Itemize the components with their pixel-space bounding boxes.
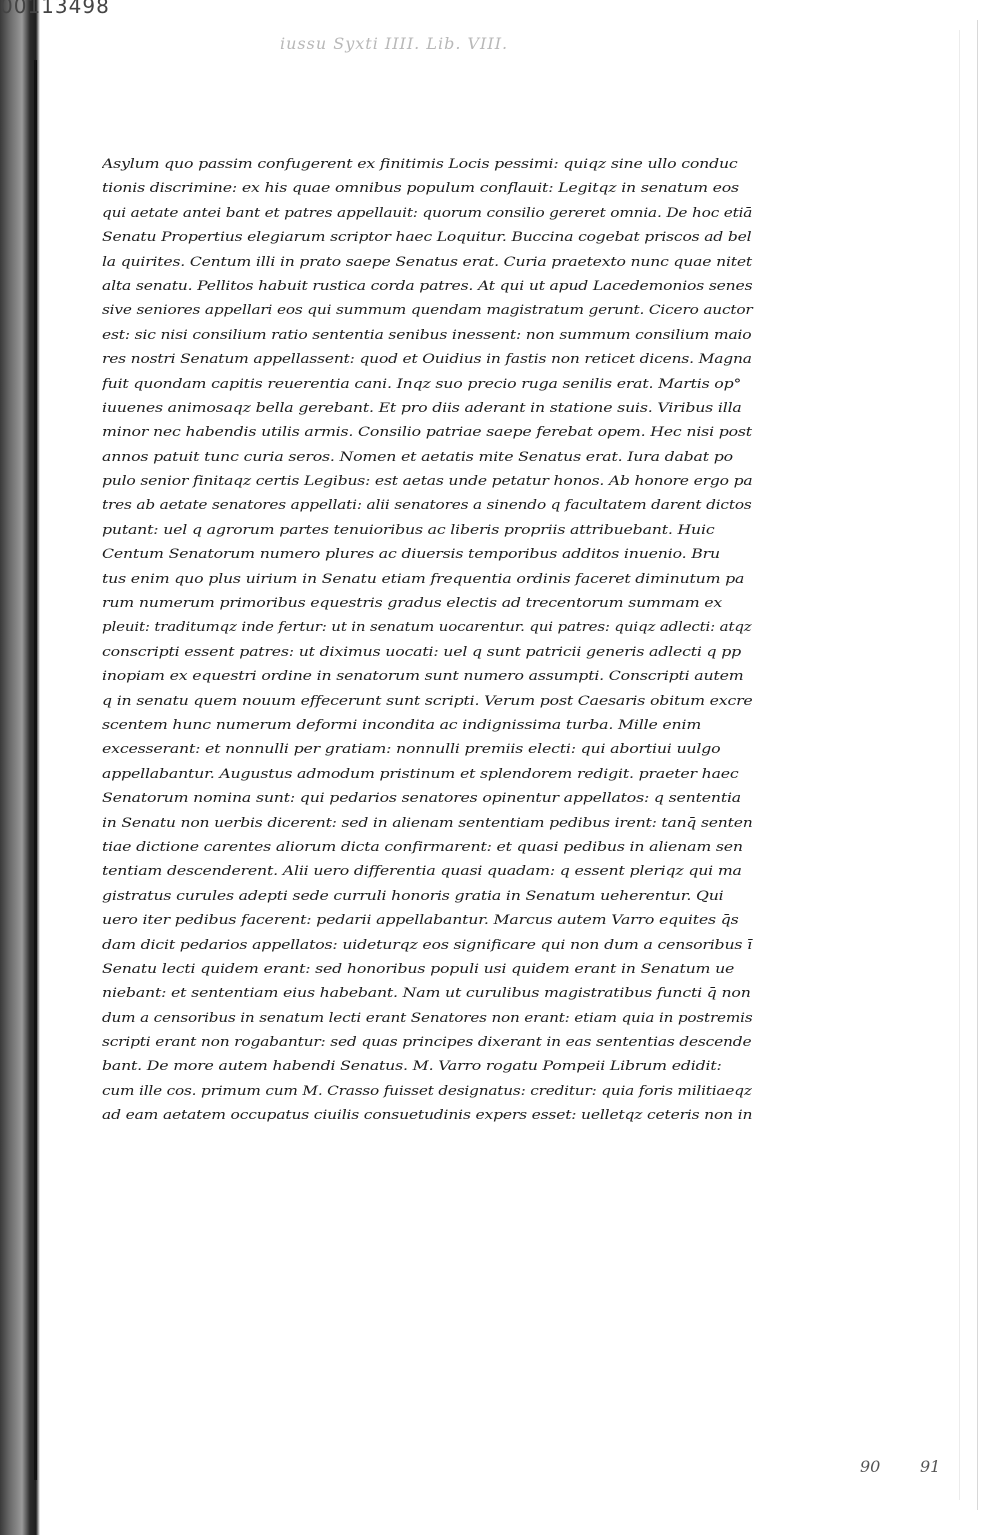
text-line: pleuit: traditumqz inde fertur: ut in senatum uocarentur. qui patres: quiqz adlecti: atqz	[102, 619, 752, 635]
text-line: uero iter pedibus facerent: pedarii appellabantur. Marcus autem Varro equites q̄s	[102, 912, 739, 928]
text-line: annos patuit tunc curia seros. Nomen et aetatis mite Senatus erat. Iura dabat po	[102, 448, 733, 464]
text-line: alta senatu. Pellitos habuit rustica corda patres. At qui ut apud Lacedemonios senes	[102, 277, 753, 293]
text-line: tionis discrimine: ex his quae omnibus populum conflauit: Legitqz in senatum eos	[102, 180, 739, 196]
folio-number-right: 91	[920, 1457, 941, 1476]
text-line: la quirites. Centum illi in prato saepe Senatus erat. Curia praetexto nunc quae nitet	[102, 253, 753, 269]
text-line: inopiam ex equestri ordine in senatorum sunt numero assumpti. Conscripti autem	[102, 668, 744, 684]
text-line: tres ab aetate senatores appellati: alii senatores a sinendo q facultatem darent dictos	[102, 497, 752, 513]
text-line: sive seniores appellari eos qui summum quendam magistratum gerunt. Cicero auctor	[102, 302, 753, 318]
text-line: dum a censoribus in senatum lecti erant Senatores non erant: etiam quia in postremis	[102, 1009, 753, 1025]
text-line: qui aetate antei bant et patres appellauit: quorum consilio gereret omnia. De hoc etiā	[102, 204, 753, 220]
folio-number-left: 90	[860, 1457, 881, 1476]
text-line: bant. De more autem habendi Senatus. M. Varro rogatu Pompeii Librum edidit:	[102, 1058, 722, 1074]
text-line: in Senatu non uerbis dicerent: sed in alienam sententiam pedibus irent: tanq̄ senten	[102, 814, 753, 830]
text-line: est: sic nisi consilium ratio sententia senibus inessent: non summum consilium maio	[102, 326, 752, 342]
text-line: tus enim quo plus uirium in Senatu etiam frequentia ordinis faceret diminutum pa	[102, 570, 745, 586]
text-line: iuuenes animosaqz bella gerebant. Et pro diis aderant in statione suis. Viribus illa	[102, 399, 742, 415]
text-line: gistratus curules adepti sede curruli honoris gratia in Senatum ueherentur. Qui	[102, 887, 724, 903]
running-head: iussu Syxti IIII. Lib. VIII.	[280, 34, 509, 53]
text-line: putant: uel q agrorum partes tenuioribus ac liberis propriis attribuebant. Huic	[102, 521, 715, 537]
text-line: appellabantur. Augustus admodum pristinum et splendorem redigit. praeter haec	[102, 765, 739, 781]
text-line: res nostri Senatum appellassent: quod et Ouidius in fastis non reticet dicens. Magna	[102, 351, 752, 367]
text-line: scripti erant non rogabantur: sed quas principes dixerant in eas sententias descende	[102, 1034, 752, 1050]
text-line: Senatu lecti quidem erant: sed honoribus populi usi quidem erant in Senatum ue	[102, 960, 735, 976]
text-line: Senatorum nomina sunt: qui pedarios senatores opinentur appellatos: q sententia	[102, 790, 742, 806]
text-line: q in senatu quem nouum effecerunt sunt scripti. Verum post Caesaris obitum excre	[102, 692, 753, 708]
text-line: Senatu Propertius elegiarum scriptor haec Loquitur. Buccina cogebat priscos ad bel	[102, 229, 752, 245]
text-line: excesserant: et nonnulli per gratiam: nonnulli premiis electi: qui abortiui uulgo	[102, 741, 721, 757]
text-line: Asylum quo passim confugerent ex finitimis Locis pessimi: quiqz sine ullo conduc	[102, 156, 738, 171]
text-line: rum numerum primoribus equestris gradus electis ad trecentorum summam ex	[102, 595, 723, 611]
text-line: fuit quondam capitis reuerentia cani. Inqz suo precio ruga senilis erat. Martis op°	[102, 375, 742, 391]
text-line: tiae dictione carentes aliorum dicta confirmarent: et quasi pedibus in alienam sen	[102, 838, 743, 854]
text-line: tentiam descenderent. Alii uero differentia quasi quadam: q essent pleriqz qui ma	[102, 863, 742, 879]
text-line: ad eam aetatem occupatus ciuilis consuetudinis expers esset: uelletqz ceteris non in	[102, 1107, 753, 1123]
page-edge-line	[977, 20, 978, 1510]
text-line: conscripti essent patres: ut diximus uocati: uel q sunt patricii generis adlecti q pp	[102, 643, 742, 659]
scan-identifier: 00113498	[0, 0, 110, 18]
text-line: niebant: et sententiam eius habebant. Nam ut curulibus magistratibus functi q̄ non	[102, 985, 751, 1001]
page-edge-inner-line	[959, 30, 960, 1500]
manuscript-text-block	[102, 152, 762, 1128]
text-line: minor nec habendis utilis armis. Consilio patriae saepe ferebat opem. Hec nisi post	[102, 424, 752, 440]
text-line: cum ille cos. primum cum M. Crasso fuisset designatus: creditur: quia foris militiaeqz	[102, 1082, 752, 1098]
text-line: pulo senior finitaqz certis Legibus: est aetas unde petatur honos. Ab honore ergo pa	[102, 473, 753, 489]
gutter-shadow-line	[34, 60, 37, 1480]
text-line: scentem hunc numerum deformi incondita ac indignissima turba. Mille enim	[102, 716, 702, 732]
text-line: dam dicit pedarios appellatos: uideturqz eos significare qui non dum a censoribus ī	[102, 936, 752, 952]
text-line: Centum Senatorum numero plures ac diuersis temporibus additos inuenio. Bru	[102, 546, 720, 562]
